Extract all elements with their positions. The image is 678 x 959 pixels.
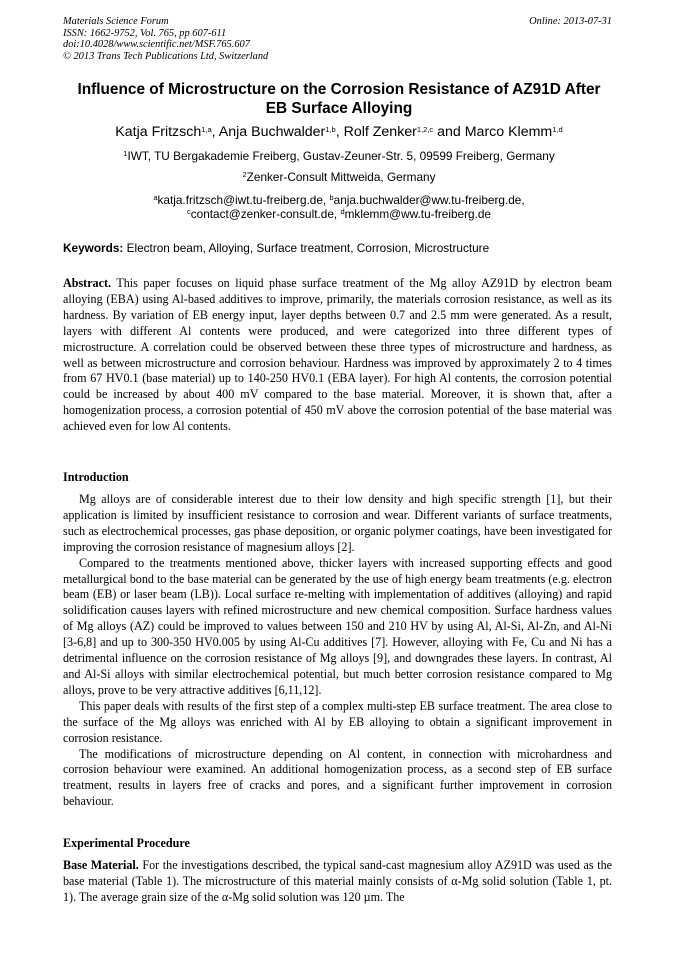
online-date: Online: 2013-07-31 — [529, 16, 612, 27]
experimental-body — [63, 858, 612, 906]
author-name: Rolf Zenker — [343, 124, 417, 140]
email-mark: b — [329, 193, 334, 202]
email-line-2 — [60, 207, 618, 222]
author-separator: , — [335, 124, 344, 140]
affiliation-text: IWT, TU Bergakademie Freiberg, Gustav-Zeuner-Str. 5, 09599 Freiberg, Germany — [127, 149, 555, 163]
email-line-1 — [60, 193, 618, 208]
doi-line: doi:10.4028/www.scientific.net/MSF.765.607 — [63, 39, 250, 50]
abstract — [63, 276, 612, 435]
paragraph: Compared to the treatments mentioned above, thicker layers with increased supporting effects and good metallurgical bond to the base material can be generated by the use of high energy beam treatments (e.g. electron beam (EB) or laser beam (LB)). Local surface re-melting with implementation of additives (alloying) and rapid solidification causes layers with refined microstructure and new chemical composition. Surface hardness values of Mg alloys (AZ) could be improved to values between 150 and 210 HV by using Al, Al-Si, Al-Zn, and Al-Ni [3-6,8] and up to 300-350 HV0.005 by using Al-Cu additives [7]. However, alloying with Fe, Cu and Ni has a detrimental influence on the corrosion resistance of Mg alloys [9], and downgrades these layers. In contrast, Al and Al-Si alloys with similar electrochemical potential, but much better corrosion resistance compared to Mg alloys, prove to be very attractive additives [6,11,12]. — [63, 555, 612, 697]
author-affiliation-mark: 1,a — [201, 125, 212, 134]
paragraph: Mg alloys are of considerable interest due to their low density and high specific strength [1], but their application is limited by insufficient resistance to corrosion and wear. Different variants of surface treatments, such as electrochemical processes, gas phase deposition, or organic polymer coatings, have been investigated for improving the corrosion resistance of magnesium alloys [2]. — [63, 492, 612, 554]
keywords-text: Electron beam, Alloying, Surface treatment, Corrosion, Microstructure — [123, 241, 490, 255]
author-separator: , — [211, 124, 219, 140]
base-material-label: Base Material. — [63, 858, 139, 872]
affiliation-1 — [60, 149, 618, 164]
email-address: contact@zenker-consult.de, — [190, 207, 341, 221]
affiliation-text: Zenker-Consult Mittweida, Germany — [246, 170, 436, 184]
email-address: anja.buchwalder@ww.tu-freiberg.de, — [333, 193, 525, 207]
journal-name: Materials Science Forum — [63, 16, 169, 27]
title-line-1: Influence of Microstructure on the Corrosion Resistance of AZ91D After — [77, 81, 601, 98]
author-list — [60, 123, 618, 142]
affiliation-mark: 2 — [242, 170, 247, 179]
email-mark: d — [340, 207, 345, 216]
affiliation-mark: 1 — [123, 149, 128, 158]
journal-header — [63, 16, 268, 62]
base-material-text: For the investigations described, the typical sand-cast magnesium alloy AZ91D was used as the base material (Table 1). The microstructure of this material mainly consists of α-Mg solid solution (Table 1, pt. 1). The average grain size of the α-Mg solid solution was 120 µm. The — [63, 858, 612, 904]
paragraph: This paper deals with results of the first step of a complex multi-step EB surface treatment. The area close to the surface of the Mg alloys was enriched with Al by EB alloying to obtain a significant improvement in corrosion resistance. — [63, 698, 612, 745]
abstract-text: This paper focuses on liquid phase surface treatment of the Mg alloy AZ91D by electron beam alloying (EBA) using Al-based additives to improve, primarily, the materials corrosion resistance, as well as its hardness. By variation of EB energy input, layer depths between 0.7 and 2.5 mm were generated. As a result, layers with different Al contents were produced, and were categorized into three different types of microstructure. A correlation could be observed between these three types of microstructure and hardness, as well as between microstructure and corrosion behaviour. Hardness was improved by approximately 2 to 4 times from 67 HV0.1 (base material) up to 140-250 HV0.1 (EBA layer). For high Al contents, the corrosion potential could be increased by about 400 mV compared to the base material. Moreover, it is shown that, after a homogenization process, a corrosion potential of 450 mV above the corrosion potential of the base material was achieved even for low Al contents. — [63, 276, 612, 434]
affiliation-2 — [60, 170, 618, 185]
email-mark: c — [187, 207, 191, 216]
introduction-body — [63, 492, 612, 810]
keywords-label: Keywords: — [63, 241, 124, 255]
copyright-line: © 2013 Trans Tech Publications Ltd, Switzerland — [63, 50, 269, 62]
paper-title — [60, 80, 618, 118]
author-affiliation-mark: 1,d — [552, 125, 563, 134]
section-heading-introduction: Introduction — [63, 470, 129, 484]
keywords-line — [63, 241, 489, 256]
author-affiliation-mark: 1,2,c — [416, 125, 434, 134]
author-name: Anja Buchwalder — [218, 124, 326, 140]
paragraph: The modifications of microstructure depending on Al content, in connection with microhardness and corrosion behaviour were examined. An additional homogenization process, as a second step of EB surface treatment, results in layers free of cracks and pores, and a significant further improvement in corrosion behaviour. — [63, 746, 612, 809]
abstract-label: Abstract. — [63, 276, 112, 290]
issn-line: ISSN: 1662-9752, Vol. 765, pp 607-611 — [63, 27, 227, 39]
author-separator: and — [433, 124, 465, 140]
email-address: mklemm@ww.tu-freiberg.de — [344, 207, 491, 221]
email-address: katja.fritzsch@iwt.tu-freiberg.de, — [157, 193, 330, 207]
section-heading-experimental: Experimental Procedure — [63, 836, 190, 850]
email-mark: a — [153, 193, 158, 202]
title-line-2: EB Surface Alloying — [265, 100, 413, 117]
author-affiliation-mark: 1,b — [325, 125, 336, 134]
author-name: Katja Fritzsch — [115, 124, 202, 140]
author-name: Marco Klemm — [464, 124, 553, 140]
